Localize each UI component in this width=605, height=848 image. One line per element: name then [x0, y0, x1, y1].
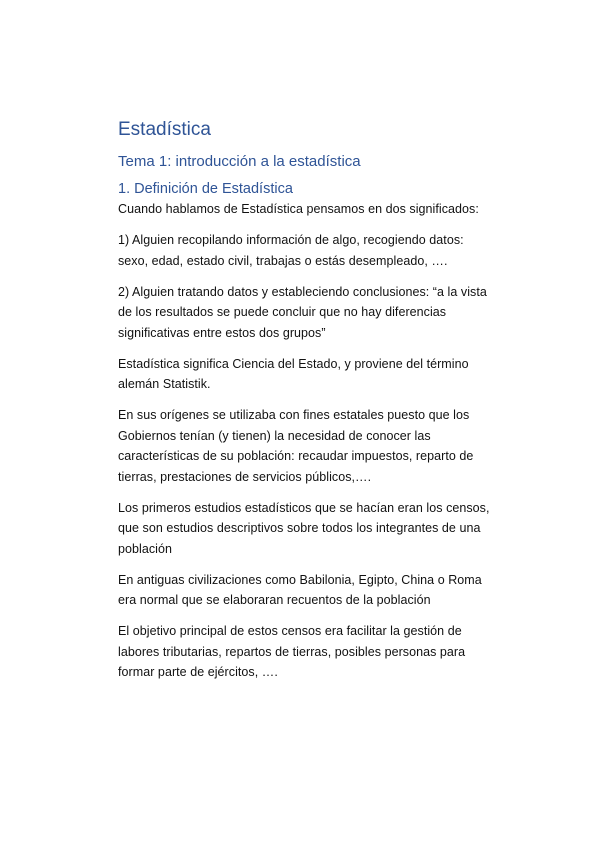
paragraph-3: 2) Alguien tratando datos y estableciendo conclusiones: “a la vista de los resultados se puede concluir que no hay diferencias significativas entre estos dos grupos” [118, 284, 487, 340]
document-content [118, 117, 490, 693]
document-title: Estadística [118, 119, 211, 140]
paragraph-5: En sus orígenes se utilizaba con fines estatales puesto que los Gobiernos tenían (y tienen) la necesidad de conocer las características de su población: recaudar impuestos, reparto de tierras, prestaciones de servicios públicos,…. [118, 408, 474, 484]
paragraph-4: Estadística significa Ciencia del Estado, y proviene del término alemán Statistik. [118, 356, 469, 391]
paragraph-7: En antiguas civilizaciones como Babilonia, Egipto, China o Roma era normal que se elaboraran recuentos de la población [118, 572, 482, 607]
paragraph-6: Los primeros estudios estadísticos que se hacían eran los censos, que son estudios descriptivos sobre todos los integrantes de una población [118, 500, 490, 556]
paragraph-2: 1) Alguien recopilando información de algo, recogiendo datos: sexo, edad, estado civil, trabajas o estás desempleado, …. [118, 233, 464, 268]
paragraph-1: Cuando hablamos de Estadística pensamos en dos significados: [118, 202, 479, 216]
document-subtitle: Tema 1: introducción a la estadística [118, 153, 361, 170]
paragraph-8: El objetivo principal de estos censos era facilitar la gestión de labores tributarias, repartos de tierras, posibles personas para formar parte de ejércitos, …. [118, 624, 466, 679]
section-heading: 1. Definición de Estadística [118, 181, 293, 197]
